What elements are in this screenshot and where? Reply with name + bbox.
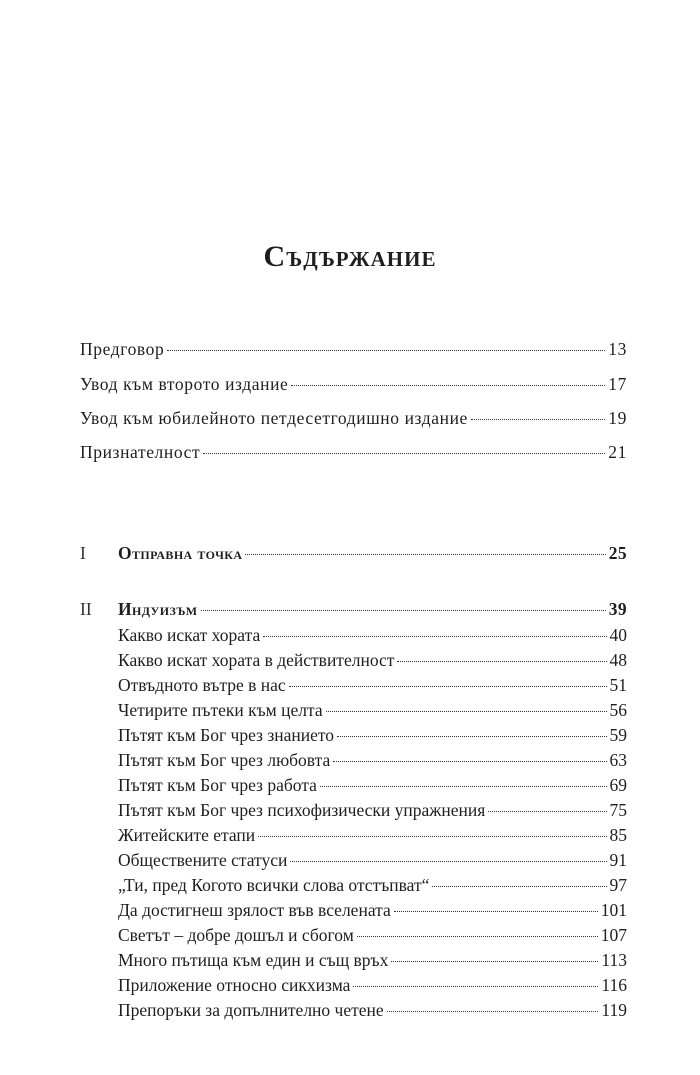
toc-section-title: Много пътища към един и същ връх: [118, 950, 389, 970]
dot-leader: [357, 936, 598, 937]
toc-section-title: „Ти, пред Когото всички слова отстъпват“: [118, 875, 430, 895]
toc-section-title: Четирите пътеки към целта: [118, 700, 323, 720]
toc-section[interactable]: [118, 950, 627, 971]
dot-leader: [333, 761, 606, 762]
toc-entry-second-edition-intro[interactable]: [80, 374, 627, 395]
toc-chapter-title: Индуизъм: [118, 599, 198, 619]
dot-leader: [201, 610, 606, 611]
toc-section-page: 51: [609, 675, 627, 695]
toc-section[interactable]: [118, 825, 627, 846]
dot-leader: [291, 385, 605, 386]
chapter-numeral: I: [80, 543, 86, 563]
toc-entry-page: 17: [608, 374, 627, 394]
toc-section-page: 119: [601, 1000, 627, 1020]
toc-section-page: 116: [601, 975, 627, 995]
toc-entry-title: Увод към второто издание: [80, 374, 289, 394]
toc-section-page: 107: [600, 925, 627, 945]
toc-entry-acknowledgements[interactable]: [80, 442, 627, 463]
toc-section-page: 113: [601, 950, 627, 970]
toc-section[interactable]: [118, 800, 627, 821]
toc-section-title: Какво искат хората: [118, 625, 261, 645]
dot-leader: [471, 419, 605, 420]
dot-leader: [258, 836, 606, 837]
dot-leader: [289, 686, 607, 687]
toc-chapter-2[interactable]: [118, 599, 627, 620]
toc-section[interactable]: [118, 1000, 627, 1021]
toc-section-title: Пътят към Бог чрез работа: [118, 775, 317, 795]
toc-section[interactable]: [118, 700, 627, 721]
dot-leader: [391, 961, 598, 962]
toc-section-title: Обществените статуси: [118, 850, 288, 870]
toc-section-title: Отвъдното вътре в нас: [118, 675, 286, 695]
toc-entry-page: 19: [608, 408, 627, 428]
toc-section-page: 75: [609, 800, 627, 820]
dot-leader: [290, 861, 606, 862]
dot-leader: [432, 886, 606, 887]
toc-chapter-page: 39: [608, 599, 627, 619]
toc-section-page: 48: [609, 650, 627, 670]
toc-section-page: 69: [609, 775, 627, 795]
toc-chapter-page: 25: [608, 543, 627, 563]
toc-chapter-title: Отправна точка: [118, 543, 243, 563]
toc-entry-title: Предговор: [80, 339, 165, 359]
toc-section-title: Светът – добре дошъл и сбогом: [118, 925, 354, 945]
toc-entry-page: 21: [608, 442, 627, 462]
dot-leader: [203, 453, 605, 454]
dot-leader: [326, 711, 607, 712]
toc-section[interactable]: [118, 750, 627, 771]
toc-section-title: Да достигнеш зрялост във вселената: [118, 900, 391, 920]
dot-leader: [397, 661, 606, 662]
toc-section[interactable]: [118, 675, 627, 696]
toc-section-title: Какво искат хората в действителност: [118, 650, 395, 670]
toc-section-page: 85: [609, 825, 627, 845]
toc-entry-jubilee-edition-intro[interactable]: [80, 408, 627, 429]
toc-section[interactable]: [118, 625, 627, 646]
toc-section[interactable]: [118, 725, 627, 746]
toc-section[interactable]: [118, 850, 627, 871]
toc-section[interactable]: [118, 975, 627, 996]
toc-section-title: Пътят към Бог чрез психофизически упражнения: [118, 800, 486, 820]
toc-section-page: 40: [609, 625, 627, 645]
toc-section[interactable]: [118, 775, 627, 796]
toc-section-page: 63: [609, 750, 627, 770]
dot-leader: [263, 636, 606, 637]
toc-section-title: Пътят към Бог чрез любовта: [118, 750, 331, 770]
toc-section-title: Приложение относно сикхизма: [118, 975, 351, 995]
toc-section-page: 56: [609, 700, 627, 720]
toc-entry-preface[interactable]: [80, 339, 627, 360]
toc-section-page: 97: [609, 875, 627, 895]
toc-section-page: 91: [609, 850, 627, 870]
toc-section[interactable]: [118, 925, 627, 946]
toc-entry-title: Увод към юбилейното петдесетгодишно издание: [80, 408, 468, 428]
toc-section-page: 59: [609, 725, 627, 745]
toc-chapter-1[interactable]: [118, 543, 627, 564]
toc-section-title: Житейските етапи: [118, 825, 256, 845]
chapter-numeral: II: [80, 599, 92, 619]
page-title: Съдържание: [263, 240, 437, 273]
dot-leader: [337, 736, 606, 737]
toc-section-page: 101: [600, 900, 627, 920]
dot-leader: [394, 911, 598, 912]
toc-section-title: Препоръки за допълнително четене: [118, 1000, 384, 1020]
dot-leader: [320, 786, 607, 787]
dot-leader: [167, 350, 605, 351]
dot-leader: [387, 1011, 599, 1012]
dot-leader: [488, 811, 606, 812]
toc-section[interactable]: [118, 650, 627, 671]
toc-section[interactable]: [118, 900, 627, 921]
dot-leader: [245, 554, 605, 555]
toc-entry-title: Признателност: [80, 442, 201, 462]
toc-section[interactable]: [118, 875, 627, 896]
dot-leader: [353, 986, 598, 987]
toc-entry-page: 13: [608, 339, 627, 359]
toc-section-title: Пътят към Бог чрез знанието: [118, 725, 335, 745]
